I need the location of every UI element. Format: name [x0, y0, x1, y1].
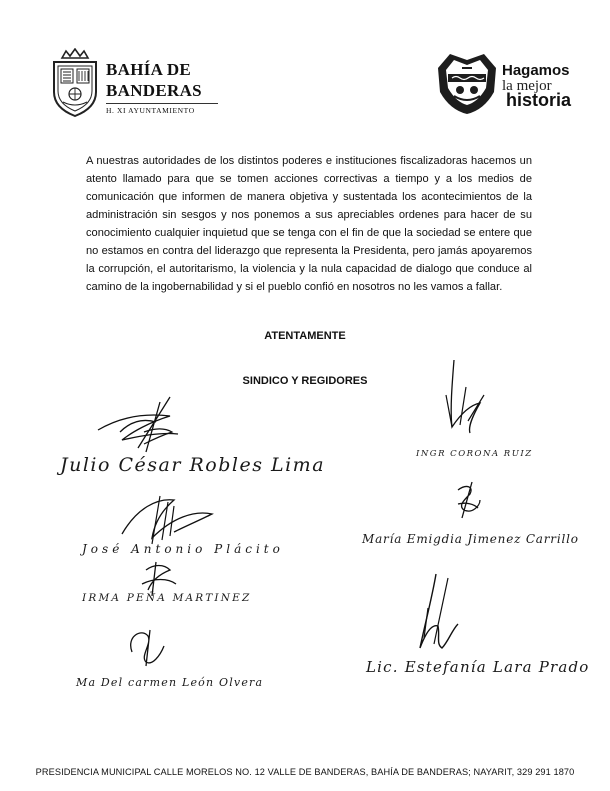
signer-name-7: Lic. Estefanía Lara Prado [366, 658, 590, 676]
footer-address: PRESIDENCIA MUNICIPAL CALLE MORELOS NO. 12 VALLE DE BANDERAS, BAHÍA DE BANDERAS; NAYARIT, 329 291 1870 [35, 767, 575, 777]
body-paragraph: A nuestras autoridades de los distintos poderes e instituciones fiscalizadoras hacemos un atento llamado para que se tomen acciones correctivas a tiempo y a los medios de comunicación que informen de manera objetiva y sustentada los acontecimientos de la administración sin sesgos y nos ponemos a sus apreciables ordenes para hacer de su conocimiento cualquier inquietud que se tenga con el fin de que la sociedad se entere que no estamos en contra del liderazgo que representa la Presidenta, pero jamás apoyaremos la corrupción, el autoritarismo, la violencia y la nula capacidad de dialogo que conduce al camino de la ingobernabilidad y si el pueblo confió en nosotros no les vamos a fallar. [86, 155, 532, 293]
slogan-line3: historia [506, 90, 572, 110]
closing-group-title: SINDICO Y REGIDORES [242, 375, 368, 387]
logo-subtitle: H. XI AYUNTAMIENTO [106, 106, 195, 115]
signer-name-2: José Antonio Plácito [82, 542, 284, 556]
signer-name-4: Ma Del carmen León Olvera [76, 676, 264, 689]
slogan-line2: la mejor [502, 78, 552, 94]
signer-name-5: INGR CORONA RUIZ [416, 449, 533, 459]
signer-name-3: IRMA PEÑA MARTINEZ [82, 592, 252, 604]
signature-ma-del-carmen [76, 626, 276, 696]
hagamos-la-mejor-historia-logo [434, 48, 584, 128]
signature-jose-antonio [82, 488, 302, 563]
signer-name-6: María Emigdia Jimenez Carrillo [362, 532, 579, 546]
logo-name-line2: BANDERAS [106, 81, 202, 100]
signature-estefania-lara [366, 568, 590, 683]
signature-ingr-corona [410, 355, 560, 465]
logo-rule [106, 103, 218, 104]
signature-maria-emigdia [362, 480, 602, 555]
closing-atentamente: ATENTAMENTE [264, 330, 346, 342]
signer-name-1: Julio César Robles Lima [60, 454, 326, 476]
municipal-crest-icon [48, 48, 102, 120]
signature-irma-pena [82, 560, 262, 610]
shield-emblem-icon [434, 48, 500, 116]
bahia-de-banderas-logo [48, 48, 218, 120]
logo-name-line1: BAHÍA DE [106, 60, 192, 79]
slogan-line1: Hagamos [502, 62, 570, 79]
signature-julio-cesar [60, 392, 326, 487]
